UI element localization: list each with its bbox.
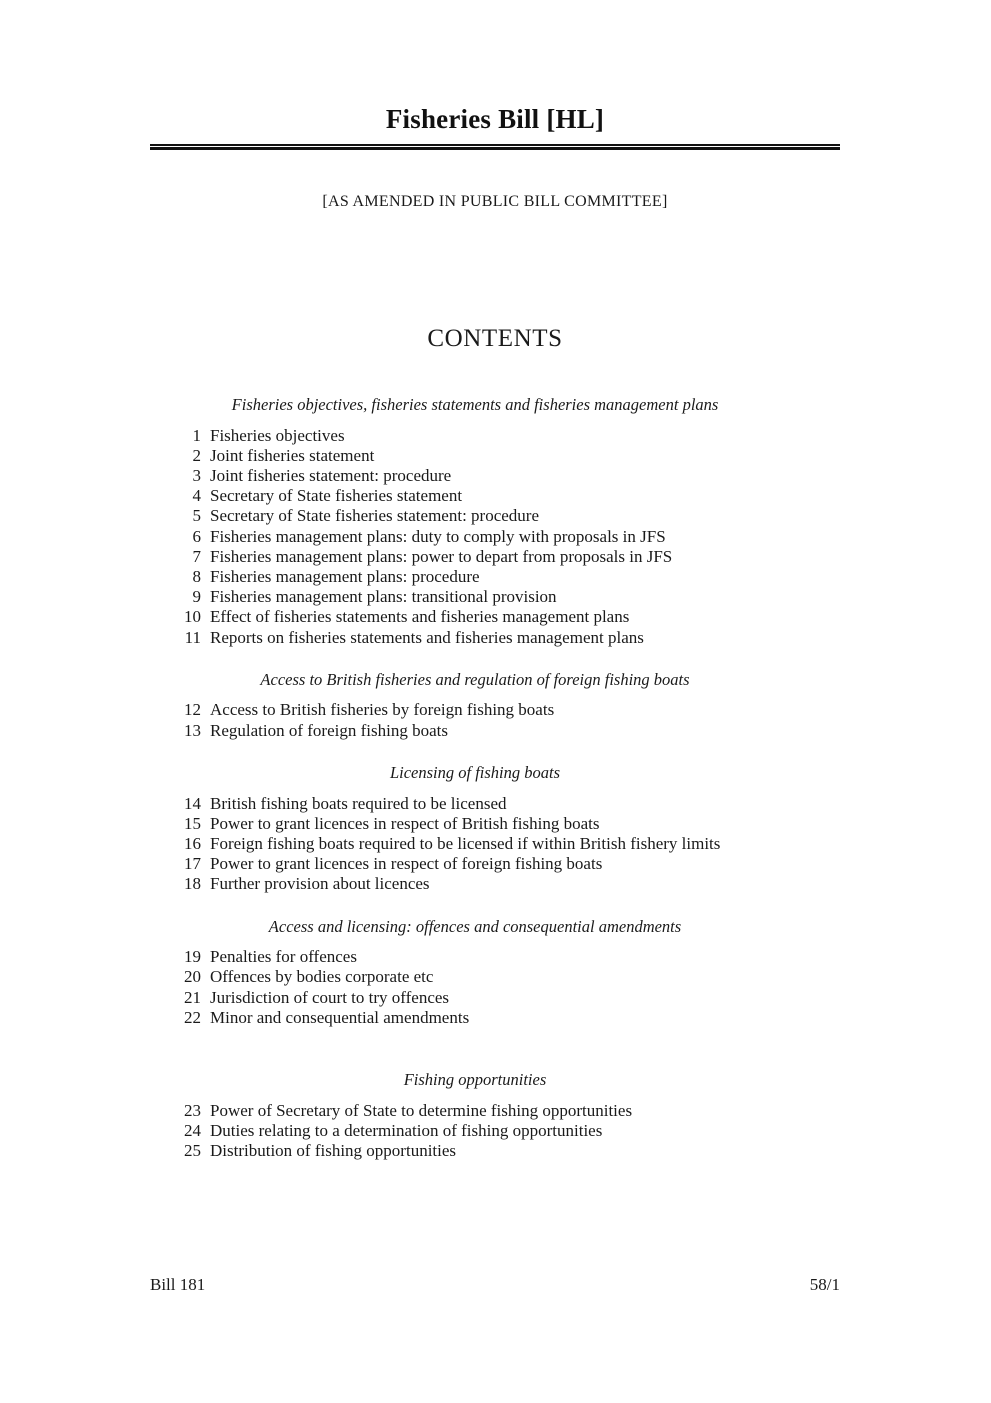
list-item[interactable] (150, 1141, 850, 1161)
toc-item-number: 20 (184, 967, 201, 987)
toc-item-number: 25 (184, 1141, 201, 1160)
list-item[interactable] (150, 854, 850, 874)
toc-list (150, 947, 850, 1028)
list-item[interactable] (150, 721, 850, 741)
page-footer (150, 1275, 840, 1295)
list-item[interactable] (150, 834, 850, 854)
list-item[interactable] (150, 607, 850, 627)
toc-item-number: 3 (192, 466, 201, 486)
toc-section-heading: Access to British fisheries and regulation of foreign fishing boats (260, 669, 690, 689)
toc-item-label: Secretary of State fisheries statement (210, 486, 463, 506)
toc-item-number: 8 (192, 567, 201, 587)
toc-item-number: 22 (184, 1007, 201, 1027)
toc-item-label: Power to grant licences in respect of foreign fishing boats (210, 854, 603, 874)
toc-item-number: 13 (184, 720, 201, 740)
toc-section (150, 670, 850, 741)
toc-item-number: 5 (192, 506, 201, 526)
contents-body (150, 395, 850, 1161)
toc-item-label: British fishing boats required to be licensed (210, 793, 507, 813)
toc-section (150, 395, 850, 648)
toc-item-label: Fisheries management plans: transitional provision (210, 587, 557, 607)
toc-item-label: Duties relating to a determination of fishing opportunities (210, 1120, 603, 1140)
toc-item-label: Access to British fisheries by foreign fishing boats (210, 700, 555, 720)
toc-section-heading: Fishing opportunities (403, 1069, 547, 1089)
toc-section-heading: Licensing of fishing boats (389, 762, 561, 782)
toc-list (150, 794, 850, 895)
footer-page-reference: 58/1 (809, 1275, 840, 1294)
list-item[interactable] (150, 988, 850, 1008)
toc-item-label: Distribution of fishing opportunities (210, 1141, 457, 1160)
toc-item-label: Fisheries management plans: duty to comply with proposals in JFS (210, 526, 666, 546)
toc-item-number: 6 (192, 526, 201, 546)
toc-item-label: Jurisdiction of court to try offences (210, 987, 450, 1007)
toc-item-label: Penalties for offences (210, 947, 357, 967)
toc-section-heading: Access and licensing: offences and consequential amendments (268, 916, 682, 936)
toc-list (150, 1101, 850, 1162)
toc-section (150, 1070, 850, 1161)
toc-item-number: 23 (184, 1100, 201, 1120)
toc-item-number: 9 (192, 587, 201, 607)
list-item[interactable] (150, 426, 850, 446)
toc-list (150, 700, 850, 740)
toc-item-label: Power of Secretary of State to determine fishing opportunities (210, 1100, 633, 1120)
contents-heading: CONTENTS (427, 325, 563, 352)
toc-item-number: 4 (192, 486, 201, 506)
toc-item-label: Regulation of foreign fishing boats (210, 720, 448, 740)
toc-section-heading: Fisheries objectives, fisheries statements and fisheries management plans (231, 395, 719, 414)
toc-list (150, 426, 850, 648)
toc-item-number: 16 (184, 833, 201, 853)
toc-item-label: Fisheries management plans: procedure (210, 567, 480, 587)
page-title: Fisheries Bill [HL] (385, 104, 605, 134)
toc-item-number: 7 (192, 546, 201, 566)
toc-section (150, 917, 850, 1028)
toc-item-label: Minor and consequential amendments (210, 1007, 470, 1027)
list-item[interactable] (150, 486, 850, 506)
toc-item-number: 1 (192, 425, 201, 445)
toc-item-label: Reports on fisheries statements and fisheries management plans (210, 627, 644, 647)
list-item[interactable] (150, 446, 850, 466)
list-item[interactable] (150, 567, 850, 587)
list-item[interactable] (150, 506, 850, 526)
toc-item-number: 24 (184, 1120, 201, 1140)
toc-item-number: 11 (184, 627, 201, 647)
toc-item-number: 10 (184, 607, 201, 627)
toc-item-label: Further provision about licences (210, 874, 430, 894)
list-item[interactable] (150, 947, 850, 967)
toc-item-label: Offences by bodies corporate etc (210, 967, 434, 987)
toc-item-number: 2 (192, 445, 201, 465)
list-item[interactable] (150, 794, 850, 814)
toc-item-number: 19 (184, 947, 201, 967)
toc-item-label: Fisheries management plans: power to depart from proposals in JFS (210, 546, 673, 566)
toc-item-number: 17 (184, 854, 201, 874)
title-block (150, 104, 840, 150)
list-item[interactable] (150, 587, 850, 607)
document-subtitle: [AS AMENDED IN PUBLIC BILL COMMITTEE] (322, 193, 668, 210)
list-item[interactable] (150, 1101, 850, 1121)
footer-bill-number: Bill 181 (150, 1275, 206, 1294)
toc-item-label: Fisheries objectives (210, 425, 345, 445)
list-item[interactable] (150, 1008, 850, 1028)
list-item[interactable] (150, 1121, 850, 1141)
list-item[interactable] (150, 466, 850, 486)
toc-item-label: Joint fisheries statement: procedure (210, 466, 452, 486)
toc-section (150, 763, 850, 895)
toc-item-label: Power to grant licences in respect of British fishing boats (210, 813, 600, 833)
list-item[interactable] (150, 628, 850, 648)
toc-item-number: 18 (184, 874, 201, 894)
list-item[interactable] (150, 547, 850, 567)
list-item[interactable] (150, 814, 850, 834)
toc-item-label: Effect of fisheries statements and fisheries management plans (210, 607, 630, 627)
toc-item-label: Secretary of State fisheries statement: procedure (210, 506, 540, 526)
toc-item-label: Foreign fishing boats required to be licensed if within British fishery limits (210, 833, 721, 853)
toc-item-label: Joint fisheries statement (210, 445, 375, 465)
title-divider-rule (150, 144, 840, 150)
toc-item-number: 14 (184, 793, 201, 813)
list-item[interactable] (150, 874, 850, 894)
list-item[interactable] (150, 967, 850, 987)
list-item[interactable] (150, 700, 850, 720)
toc-item-number: 12 (184, 700, 201, 720)
list-item[interactable] (150, 527, 850, 547)
toc-item-number: 21 (184, 987, 201, 1007)
toc-item-number: 15 (184, 813, 201, 833)
